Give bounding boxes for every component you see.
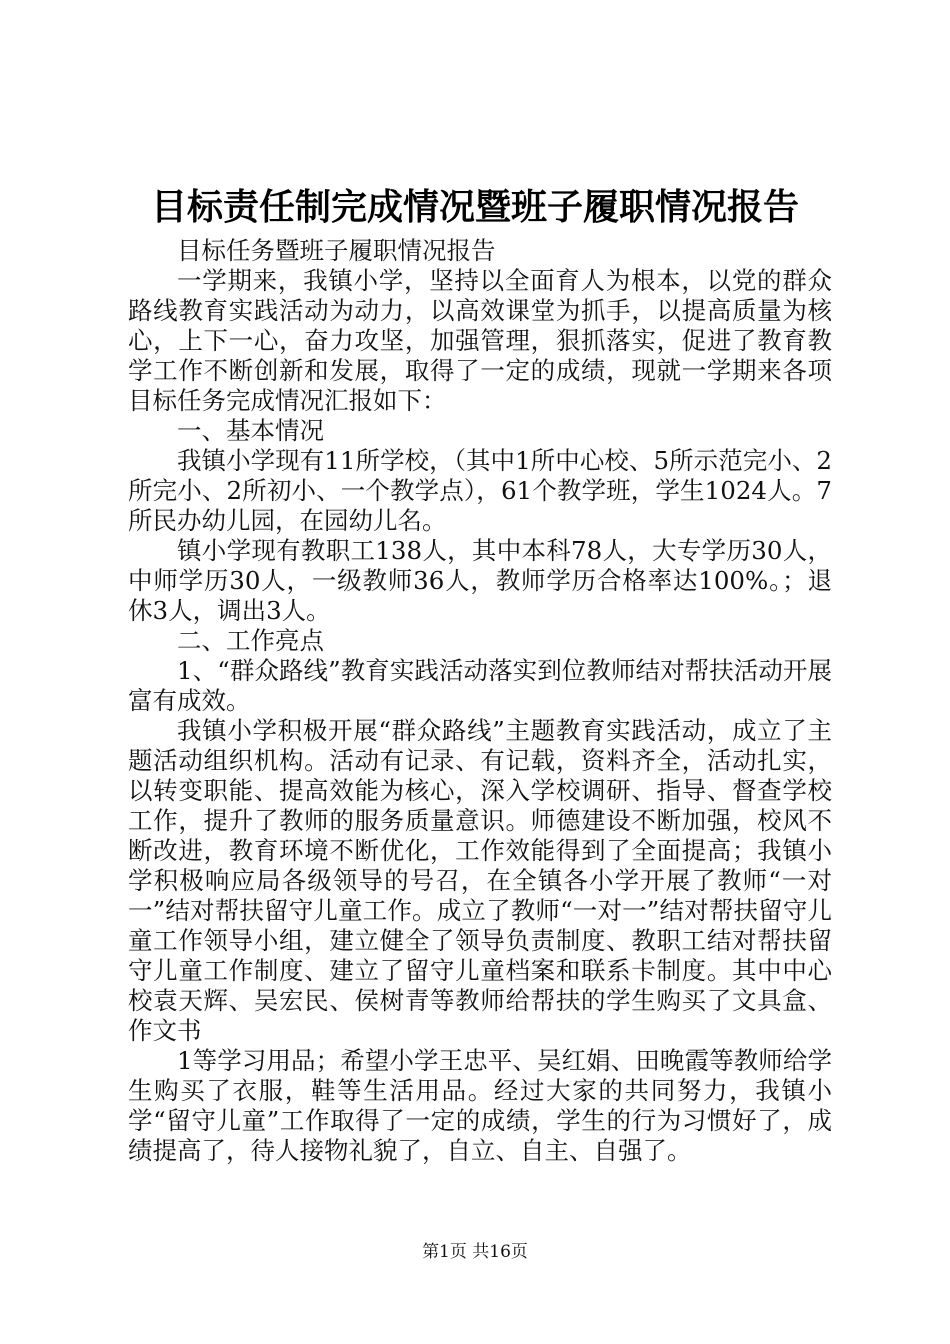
- page-footer: 第1页 共16页: [422, 1242, 528, 1262]
- document-body: [128, 236, 832, 1166]
- paragraph-activities: 我镇小学积极开展“群众路线”主题教育实践活动，成立了主题活动组织机构。活动有记录、有记载，资料齐全，活动扎实，以转变职能、提高效能为核心，深入学校调研、指导、督查学校工作，提升了教师的服务质量意识。师德建设不断加强，校风不断改进，教育环境不断优化，工作效能得到了全面提高；我镇小学积极响应局各级领导的号召，在全镇各小学开展了教师“一对一”结对帮扶留守儿童工作。成立了教师“一对一”结对帮扶留守儿童工作领导小组，建立健全了领导负责制度、教职工结对帮扶留守儿童工作制度、建立了留守儿童档案和联系卡制度。其中中心校袁天辉、吴宏民、侯树青等教师给帮扶的学生购买了文具盒、作文书: [128, 716, 832, 1045]
- paragraph-staff: 镇小学现有教职工138人，其中本科78人，大专学历30人，中师学历30人，一级教师36人，教师学历合格率达100%。；退休3人，调出3人。: [128, 536, 832, 625]
- section-heading-highlights: 二、工作亮点: [177, 626, 324, 655]
- paragraph-schools: 我镇小学现有11所学校，（其中1所中心校、5所示范完小、2所完小、2所初小、一个教学点），61个教学班，学生1024人。7所民办幼儿园，在园幼儿名。: [128, 446, 832, 535]
- paragraph-intro: 一学期来，我镇小学，坚持以全面育人为根本，以党的群众路线教育实践活动为动力，以高效课堂为抓手，以提高质量为核心，上下一心，奋力攻坚，加强管理，狠抓落实，促进了教育教学工作不断创新和发展，取得了一定的成绩，现就一学期来各项目标任务完成情况汇报如下：: [128, 266, 832, 415]
- subheading-item-1: 1、“群众路线”教育实践活动落实到位教师结对帮扶活动开展富有成效。: [128, 656, 832, 715]
- section-heading-basic: 一、基本情况: [177, 416, 324, 445]
- paragraph-subtitle: 目标任务暨班子履职情况报告: [177, 236, 496, 265]
- document-title: 目标责任制完成情况暨班子履职情况报告: [150, 187, 799, 228]
- paragraph-results: 1等学习用品；希望小学王忠平、吴红娟、田晚霞等教师给学生购买了衣服，鞋等生活用品。经过大家的共同努力，我镇小学“留守儿童”工作取得了一定的成绩，学生的行为习惯好了，成绩提高了，待人接物礼貌了，自立、自主、自强了。: [128, 1046, 832, 1165]
